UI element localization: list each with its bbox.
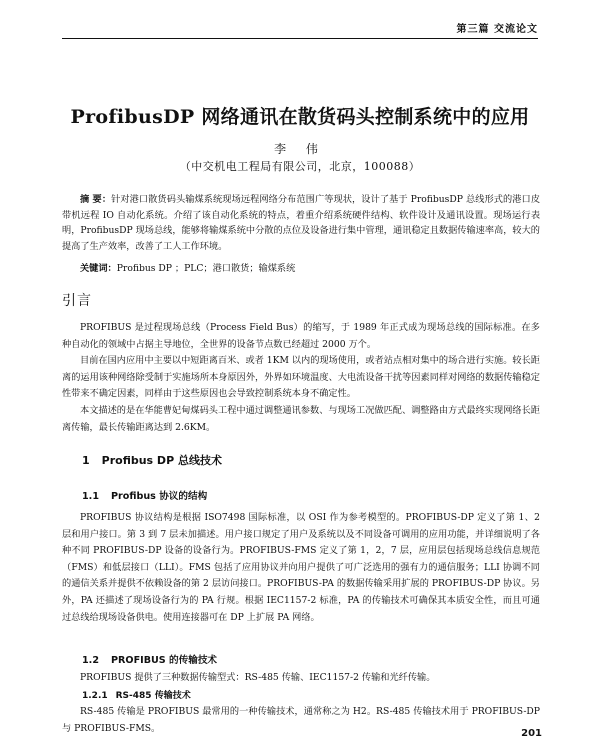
section-1-2-1-body	[62, 704, 540, 737]
section-heading-1	[82, 452, 222, 468]
section-title: Profibus 协议的结构	[111, 491, 208, 502]
paper-title: ProfibusDP 网络通讯在散货码头控制系统中的应用	[70, 106, 530, 128]
section-title: Profibus DP 总线技术	[101, 454, 222, 467]
abstract-text: 针对港口散货码头输煤系统现场远程网络分布范围广等现状，设计了基于 ProfibusDP 总线形式的港口皮带机远程 IO 自动化系统。介绍了该自动化系统的特点，着重介绍系统硬件结构、软件设计及通讯设置。现场运行表明，ProfibusDP 现场总线，能够将输煤系统中分散的点位及设备进行集中管理，通讯稳定且数据传输速率高，较大的提高了生产效率，改善了工人工作环境。	[62, 194, 541, 252]
section-1-1-body	[62, 510, 540, 626]
section-heading-1-2-1	[82, 688, 191, 701]
running-head-text: 第三篇 交流论文	[456, 24, 538, 35]
section-1-2-body	[62, 670, 540, 687]
author-name: 李 伟	[274, 142, 326, 156]
paragraph: PROFIBUS 是过程现场总线（Process Field Bus）的缩写，于 1989 年正式成为现场总线的国际标准。在多种自动化的领域中占据主导地位，全世界的设备节点数已经超过 2000 万个。	[62, 322, 540, 350]
section-heading-1-2	[82, 652, 217, 666]
section-heading-1-1	[82, 488, 207, 502]
page-number: 201	[521, 728, 542, 737]
paragraph: 本文描述的是在华能曹妃甸煤码头工程中通过调整通讯参数、与现场工况做匹配、调整路由方式最终实现网络长距离传输，最长传输距离达到 2.6KM。	[62, 404, 540, 433]
paragraph: PROFIBUS 提供了三种数据传输型式：RS-485 传输、IEC1157-2 传输和光纤传输。	[80, 672, 436, 683]
section-title: RS-485 传输技术	[115, 691, 191, 701]
keywords-label: 关键词：	[80, 263, 117, 274]
author-affiliation: （中交机电工程局有限公司，北京，100088）	[179, 160, 421, 173]
section-number: 1.2.1	[82, 691, 108, 701]
paragraph: PROFIBUS 协议结构是根据 ISO7498 国际标准，以 OSI 作为参考模型的。PROFIBUS-DP 定义了第 1、2 层和用户接口。第 3 到 7 层未加描述。用户接口规定了用户及系统以及不同设备可调用的应用功能，并详细说明了各种不同 PROFIBUS-DP 设备的设备行为。PROFIBUS-FMS 定义了第 1，2，7 层，应用层包括现场总线信息规范（FMS）和低层接口（LLI）。FMS 包括了应用协议并向用户提供了可广泛选用的强有力的通信服务；LLI 协调不同的通信关系并提供不依赖设备的第 2 层访问接口。PROFIBUS-PA 的数据传输采用扩展的 PROFIBUS-DP 协议。另外，PA 还描述了现场设备行为的 PA 行规。根据 IEC1157-2 标准，PA 的传输技术可确保其本质安全性，而且可通过总线给现场设备供电。使用连接器可在 DP 上扩展 PA 网络。	[62, 512, 540, 623]
section-number: 1.1	[82, 491, 99, 502]
section-heading-intro: 引言	[62, 293, 92, 309]
section-title: PROFIBUS 的传输技术	[111, 655, 218, 666]
section-number: 1.2	[82, 655, 99, 666]
paragraph: RS-485 传输是 PROFIBUS 最常用的一种传输技术，通常称之为 H2。RS-485 传输技术用于 PROFIBUS-DP 与 PROFIBUS-FMS。	[62, 706, 540, 734]
abstract	[62, 192, 540, 254]
abstract-label: 摘 要：	[80, 194, 112, 205]
keywords	[80, 262, 540, 276]
paragraph: 目前在国内应用中主要以中短距离百米、或者 1KM 以内的现场使用，或者站点相对集中的场合进行实施。较长距离的运用该种网络除受制于实施场所本身原因外，外界如环境温度、大电流设备干扰等因素同样对网络的数据传输稳定性带来不确定因素，同样由于这些原因也会导致控制系统本身不确定性。	[62, 355, 540, 400]
running-head	[62, 16, 538, 39]
section-number: 1	[82, 454, 90, 467]
keywords-text: Profibus DP ；PLC；港口散货；输煤系统	[116, 263, 296, 274]
intro-body	[62, 320, 540, 436]
